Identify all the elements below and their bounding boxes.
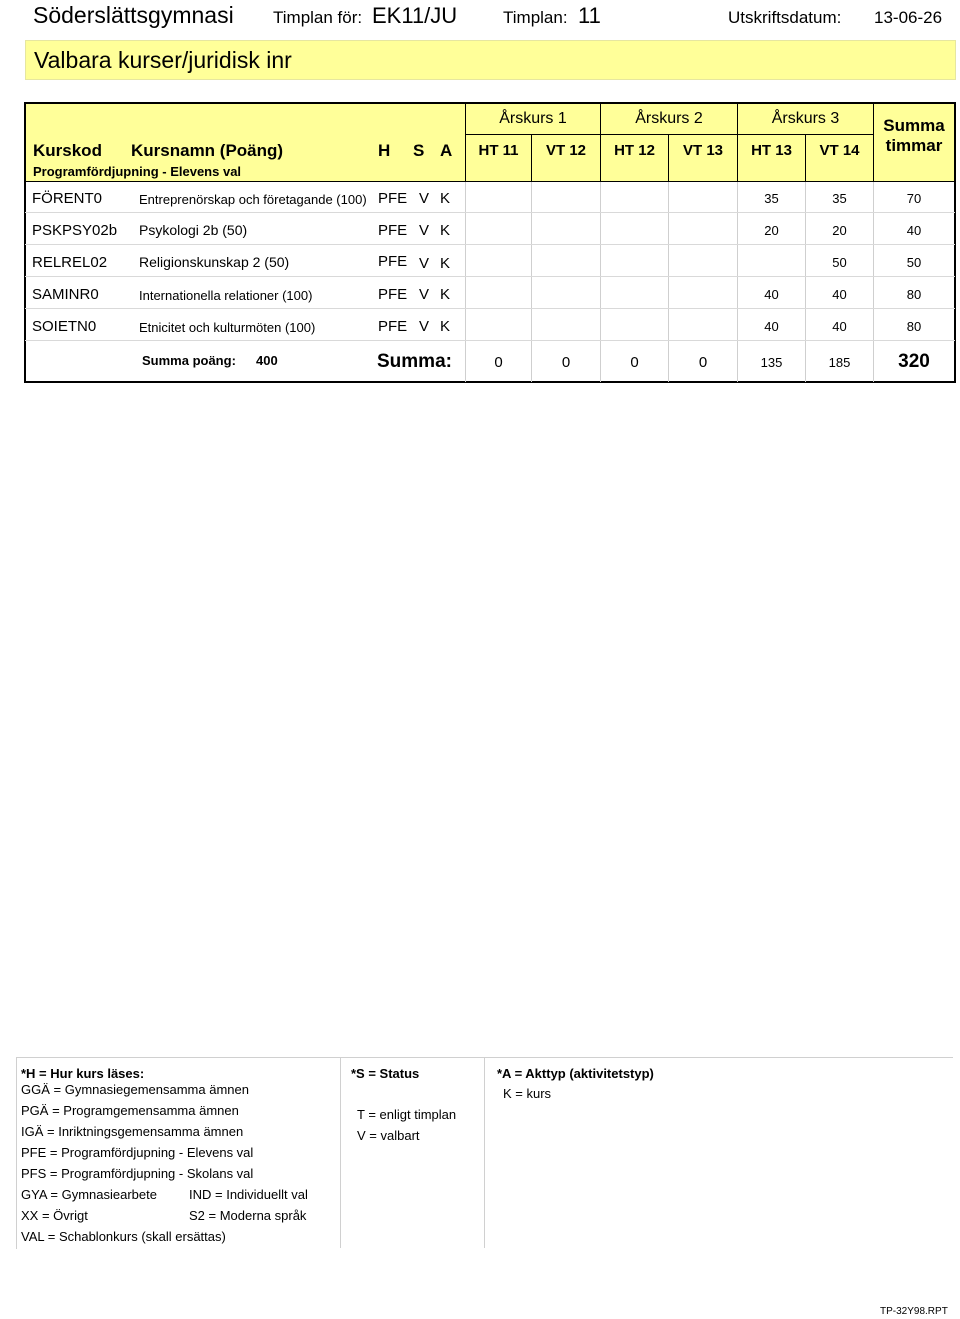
print-date-label: Utskriftsdatum: bbox=[728, 8, 842, 27]
hours-sum: 40 bbox=[906, 223, 922, 238]
course-a: K bbox=[440, 318, 451, 335]
course-s: V bbox=[419, 255, 430, 272]
course-h: PFE bbox=[378, 318, 408, 335]
plan-value: 11 bbox=[578, 3, 601, 28]
course-s: V bbox=[419, 286, 430, 303]
legend-a-item: K = kurs bbox=[503, 1086, 552, 1101]
col-kursnamn: Kursnamn (Poäng) bbox=[131, 141, 284, 160]
legend-h-item: GYA = Gymnasiearbete bbox=[21, 1187, 157, 1202]
hours-ht13: 20 bbox=[764, 223, 779, 238]
course-h: PFE bbox=[378, 286, 408, 303]
year-1-header: Årskurs 1 bbox=[499, 110, 567, 127]
col-a: A bbox=[440, 141, 453, 160]
legend-h-item: S2 = Moderna språk bbox=[189, 1208, 307, 1223]
col-s: S bbox=[413, 141, 425, 160]
plan-for-label: Timplan för: bbox=[273, 8, 363, 27]
hours-vt14: 35 bbox=[832, 191, 847, 206]
school-name: Söderslättsgymnasi bbox=[33, 2, 234, 28]
plan-for-value: EK11/JU bbox=[372, 3, 458, 28]
legend-h-title: *H = Hur kurs läses: bbox=[21, 1066, 145, 1081]
course-name: Religionskunskap 2 (50) bbox=[139, 254, 290, 270]
hours-sum: 80 bbox=[906, 287, 922, 302]
course-name: Etnicitet och kulturmöten (100) bbox=[139, 320, 316, 335]
col-kurskod: Kurskod bbox=[33, 141, 102, 160]
hours-ht13: 40 bbox=[764, 287, 779, 302]
course-name: Internationella relationer (100) bbox=[139, 288, 313, 303]
course-h: PFE bbox=[378, 190, 408, 207]
hours-sum: 50 bbox=[906, 255, 922, 270]
course-code: SOIETN0 bbox=[32, 318, 97, 335]
plan-label: Timplan: bbox=[503, 8, 568, 27]
term-ht13: HT 13 bbox=[751, 142, 792, 159]
sum-vt12: 0 bbox=[561, 354, 571, 371]
summa-header-2: timmar bbox=[885, 136, 943, 155]
legend-h-item: XX = Övrigt bbox=[21, 1208, 88, 1223]
term-ht12: HT 12 bbox=[614, 142, 655, 159]
legend-h-item: PFE = Programfördjupning - Elevens val bbox=[21, 1145, 254, 1160]
legend-h-item: PFS = Programfördjupning - Skolans val bbox=[21, 1166, 254, 1181]
sum-label: Summa: bbox=[377, 351, 452, 372]
hours-sum: 80 bbox=[906, 319, 922, 334]
course-a: K bbox=[440, 286, 451, 303]
course-h: PFE bbox=[378, 253, 408, 270]
sum-vt13: 0 bbox=[698, 354, 708, 371]
course-a: K bbox=[440, 222, 451, 239]
hours-vt14: 20 bbox=[832, 223, 847, 238]
legend-s-item: T = enligt timplan bbox=[357, 1107, 457, 1122]
course-a: K bbox=[440, 255, 451, 272]
sum-ht12: 0 bbox=[630, 354, 639, 371]
term-ht11: HT 11 bbox=[478, 142, 519, 159]
hours-vt14: 40 bbox=[832, 319, 847, 334]
col-h: H bbox=[378, 141, 391, 160]
course-name: Entreprenörskap och företagande (100) bbox=[139, 192, 367, 207]
legend-h-item: IGÄ = Inriktningsgemensamma ämnen bbox=[21, 1124, 244, 1139]
legend-h-item: IND = Individuellt val bbox=[189, 1187, 308, 1202]
legend-s-title: *S = Status bbox=[351, 1066, 420, 1081]
course-code: PSKPSY02b bbox=[32, 222, 118, 239]
year-2-header: Årskurs 2 bbox=[635, 110, 703, 127]
legend-h-item: VAL = Schablonkurs (skall ersättas) bbox=[21, 1229, 226, 1244]
term-vt14: VT 14 bbox=[819, 142, 860, 159]
hours-ht13: 40 bbox=[764, 319, 779, 334]
points-value: 400 bbox=[256, 353, 278, 368]
course-h: PFE bbox=[378, 222, 408, 239]
term-vt13: VT 13 bbox=[682, 142, 724, 159]
hours-vt14: 40 bbox=[832, 287, 847, 302]
hours-vt14: 50 bbox=[832, 255, 847, 270]
course-code: FÖRENT0 bbox=[32, 190, 103, 207]
legend-h-item: GGÄ = Gymnasiegemensamma ämnen bbox=[21, 1082, 249, 1097]
print-date-value: 13-06-26 bbox=[874, 8, 943, 27]
course-s: V bbox=[419, 190, 430, 207]
course-code: RELREL02 bbox=[32, 254, 108, 271]
hours-ht13: 35 bbox=[764, 191, 779, 206]
legend-a-title: *A = Akttyp (aktivitetstyp) bbox=[497, 1066, 654, 1081]
grand-total: 320 bbox=[898, 351, 930, 372]
report-code: TP-32Y98.RPT bbox=[880, 1306, 948, 1317]
course-code: SAMINR0 bbox=[32, 286, 99, 303]
hours-sum: 70 bbox=[906, 191, 922, 206]
summa-header-1: Summa bbox=[883, 116, 945, 135]
course-a: K bbox=[440, 190, 451, 207]
sum-vt14: 185 bbox=[828, 355, 851, 370]
section-title: Valbara kurser/juridisk inr bbox=[34, 47, 292, 73]
sum-ht13: 135 bbox=[760, 355, 783, 370]
term-vt12: VT 12 bbox=[545, 142, 587, 159]
legend-s-item: V = valbart bbox=[357, 1128, 420, 1143]
legend-h-item: PGÄ = Programgemensamma ämnen bbox=[21, 1103, 239, 1118]
year-3-header: Årskurs 3 bbox=[771, 110, 840, 127]
points-label: Summa poäng: bbox=[142, 353, 236, 368]
table-subheader: Programfördjupning - Elevens val bbox=[33, 164, 242, 179]
course-name: Psykologi 2b (50) bbox=[139, 222, 248, 238]
course-s: V bbox=[419, 222, 430, 239]
sum-ht11: 0 bbox=[494, 354, 503, 371]
course-s: V bbox=[419, 318, 430, 335]
